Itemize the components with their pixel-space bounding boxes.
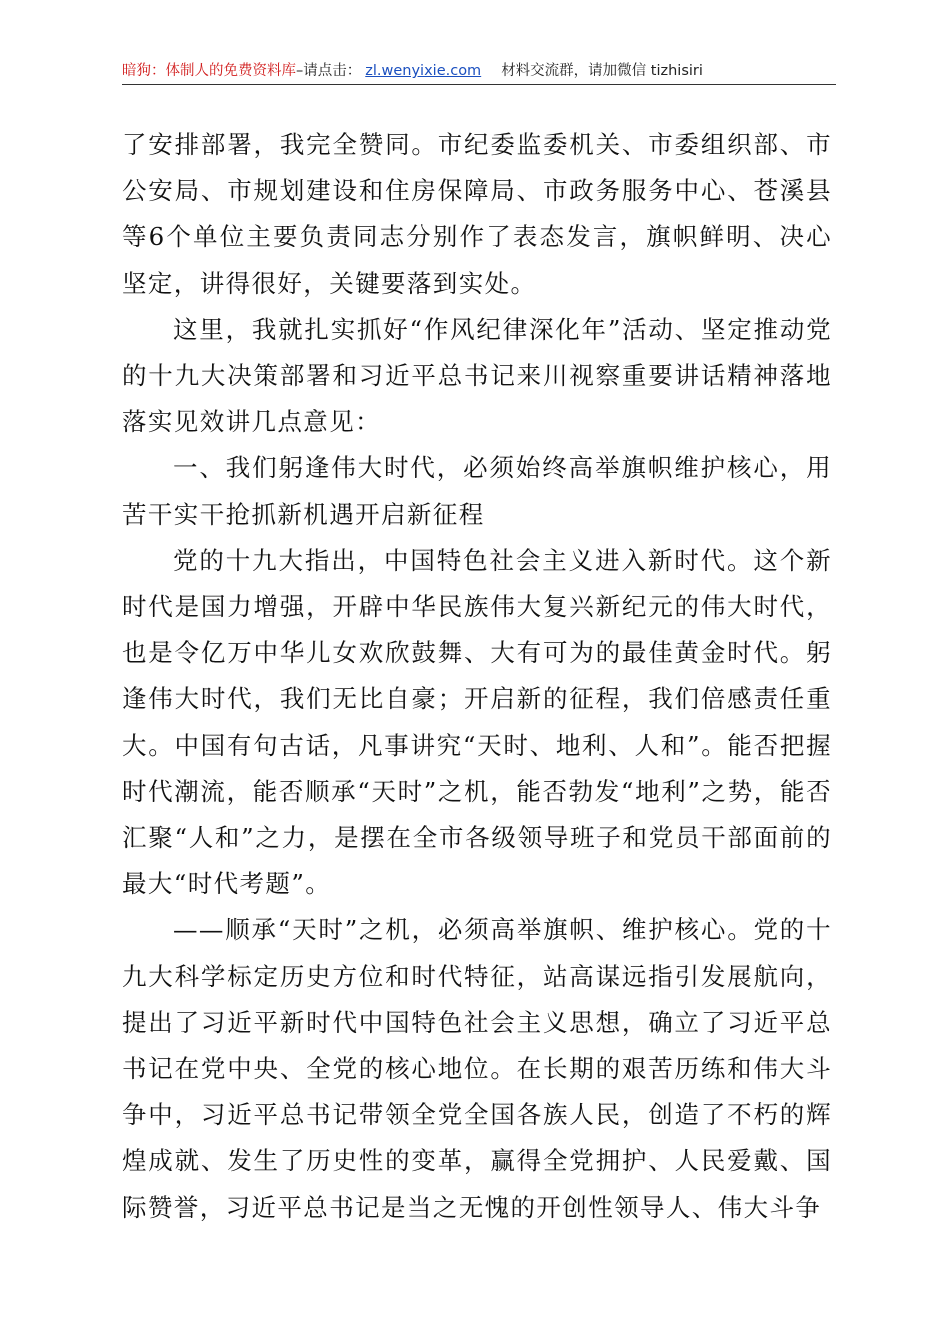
header-group-info: 材料交流群，请加微信 tizhisiri xyxy=(501,63,703,79)
page-header xyxy=(122,60,836,82)
header-link[interactable]: zl.wenyixie.com xyxy=(365,63,482,79)
paragraph-tianshi: ——顺承“天时”之机，必须高举旗帜、维护核心。党的十九大科学标定历史方位和时代特征，站高谋远指引发展航向，提出了习近平新时代中国特色社会主义思想，确立了习近平总书记在党中央、全党的核心地位。在长期的艰苦历练和伟大斗争中，习近平总书记带领全党全国各族人民，创造了不朽的辉煌成就、发生了历史性的变革，赢得全党拥护、人民爱戴、国际赞誉，习近平总书记是当之无愧的开创性领导人、伟大斗争 xyxy=(122,915,832,1222)
paragraph-continuation: 了安排部署，我完全赞同。市纪委监委机关、市委组织部、市公安局、市规划建设和住房保障局、市政务服务中心、苍溪县等6个单位主要负责同志分别作了表态发言，旗帜鲜明、决心坚定，讲得很好，关键要落到实处。 xyxy=(122,130,832,298)
header-brand: 暗狗：体制人的免费资料库 xyxy=(122,63,296,79)
header-divider xyxy=(122,84,836,85)
paragraph-new-era: 党的十九大指出，中国特色社会主义进入新时代。这个新时代是国力增强，开辟中华民族伟大复兴新纪元的伟大时代，也是令亿万中华儿女欢欣鼓舞、大有可为的最佳黄金时代。躬逢伟大时代，我们无比自豪；开启新的征程，我们倍感责任重大。中国有句古话，凡事讲究“天时、地利、人和”。能否把握时代潮流，能否顺承“天时”之机，能否勃发“地利”之势，能否汇聚“人和”之力，是摆在全市各级领导班子和党员干部面前的最大“时代考题”。 xyxy=(122,545,832,899)
paragraph-intro: 这里，我就扎实抓好“作风纪律深化年”活动、坚定推动党的十九大决策部署和习近平总书记来川视察重要讲话精神落地落实见效讲几点意见： xyxy=(122,314,832,437)
section-heading-1: 一、我们躬逢伟大时代，必须始终高举旗帜维护核心，用苦干实干抢抓新机遇开启新征程 xyxy=(122,453,832,529)
document-body xyxy=(122,122,832,1231)
header-separator: –请点击： xyxy=(296,63,362,79)
